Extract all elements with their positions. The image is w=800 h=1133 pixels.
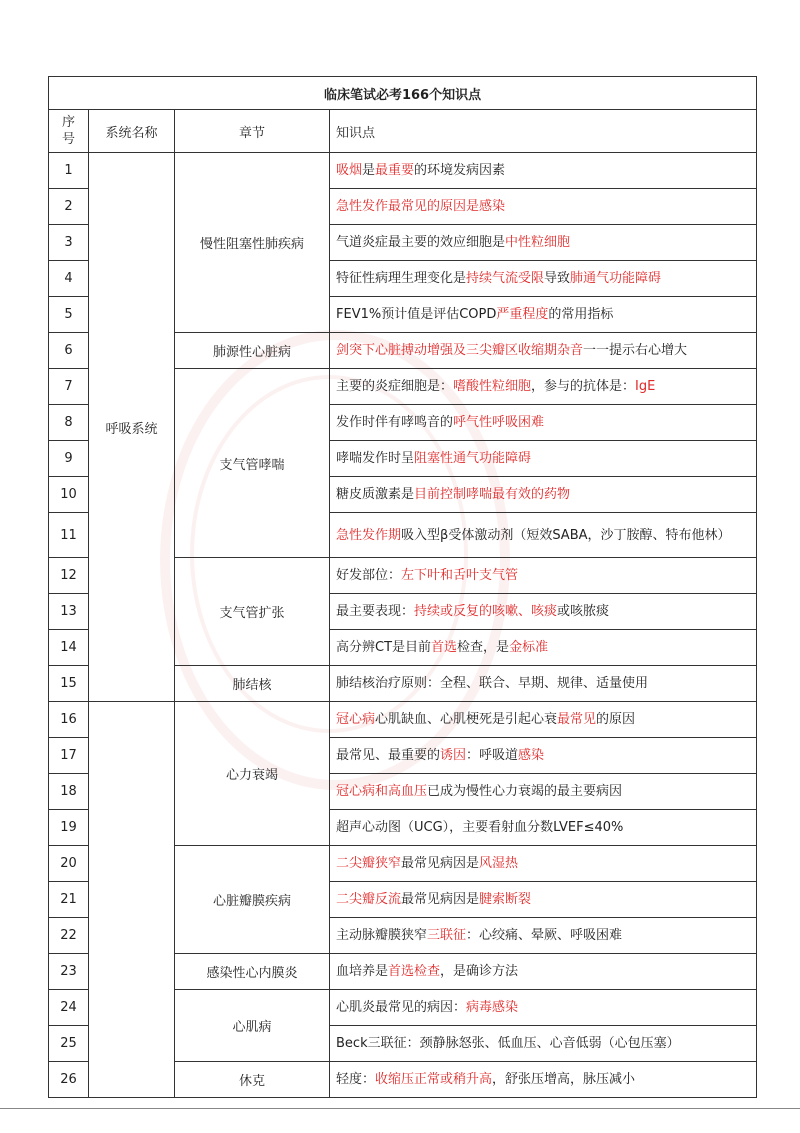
system-cell: 呼吸系统 [89,153,175,702]
highlight-text: 诱因 [440,748,467,763]
highlight-text: 感染 [518,748,545,763]
point-text: ，是确诊方法 [440,964,519,979]
point-text: 发作时伴有哮鸣音的 [336,415,454,430]
chapter-cell: 支气管哮喘 [175,369,330,558]
row-no [49,477,89,513]
point-text: 哮喘发作时呈 [336,451,415,466]
point-text: 或咳脓痰 [557,604,610,619]
point-cell [330,810,757,846]
row-number: 20 [60,856,77,871]
row-no [49,441,89,477]
row-no [49,702,89,738]
point-text: 特征性病理生理变化是 [336,271,467,286]
point-text: Beck三联征：颈静脉怒张、低血压、心音低弱（心包压塞） [336,1036,680,1051]
point-cell [330,882,757,918]
highlight-text: 急性发作期 [336,527,402,543]
row-number: 14 [60,640,77,655]
point-cell [330,369,757,405]
row-number: 11 [60,527,77,543]
point-cell [330,918,757,954]
highlight-text: 二尖瓣狭窄 [336,856,402,871]
row-no [49,225,89,261]
highlight-text: 首选 [431,640,458,655]
highlight-text: 持续或反复的咳嗽、咳痰 [414,604,558,619]
row-no [49,189,89,225]
highlight-text: 急性发作最常见的原因是感染 [336,199,506,214]
point-text: 心肌缺血、心肌梗死是引起心衰 [375,712,558,727]
highlight-text: 最重要 [375,163,415,178]
row-no [49,774,89,810]
row-number: 9 [64,451,73,466]
point-text: ：心绞痛、晕厥、呼吸困难 [466,928,623,943]
point-text: 超声心动图（UCG），主要看射血分数LVEF≤40% [336,820,624,835]
row-no [49,333,89,369]
point-text: 最主要表现： [336,604,415,619]
highlight-text: 吸烟 [336,163,363,178]
row-number: 13 [60,604,77,619]
row-number: 2 [64,199,73,214]
point-text: 最常见病因是 [401,856,480,871]
header-no-label: 序号 [61,115,75,147]
highlight-text: 二尖瓣反流 [336,892,402,907]
chapter-cell: 休克 [175,1062,330,1098]
table-body [49,153,757,1098]
point-text: 已成为慢性心力衰竭的最主要病因 [427,784,623,799]
highlight-text: 三联征 [427,928,467,943]
point-text: 主要的炎症细胞是： [336,379,454,394]
row-no [49,846,89,882]
point-cell [330,738,757,774]
highlight-text: 冠心病 [336,712,376,727]
point-text: 轻度： [336,1072,376,1087]
point-cell [330,153,757,189]
point-cell [330,954,757,990]
header-point: 知识点 [330,110,757,153]
chapter-cell: 肺结核 [175,666,330,702]
row-number: 16 [60,712,77,727]
row-number: 5 [64,307,73,322]
highlight-text: 病毒感染 [466,1000,519,1015]
point-text: 最常见病因是 [401,892,480,907]
highlight-text: 左下叶和舌叶支气管 [401,568,519,583]
highlight-text: 呼气性呼吸困难 [453,415,545,430]
point-text: 是 [362,163,376,178]
row-number: 18 [60,784,77,799]
row-no [49,990,89,1026]
row-no [49,738,89,774]
row-no [49,954,89,990]
row-number: 6 [64,343,73,358]
point-cell [330,846,757,882]
point-cell [330,441,757,477]
highlight-text: 风湿热 [479,856,519,871]
row-no [49,1026,89,1062]
point-text: 心肌炎最常见的病因： [336,1000,467,1015]
point-text: 血培养是 [336,964,389,979]
highlight-text: 剑突下心脏搏动增强及三尖瓣区收缩期杂音 [336,343,584,358]
header-no [49,110,89,153]
highlight-text: 冠心病和高血压 [336,784,428,799]
point-text: ，参与的抗体是： [531,379,636,394]
point-cell [330,630,757,666]
row-number: 24 [60,1000,77,1015]
point-text: 导致 [544,271,571,286]
highlight-text: 腱索断裂 [479,892,532,907]
point-text: 受体激动剂（短效SABA，沙丁胺醇、特布他林） [448,527,731,543]
highlight-text: 阻塞性通气功能障碍 [414,451,532,466]
point-cell [330,513,757,558]
point-cell [330,225,757,261]
point-cell [330,1062,757,1098]
row-number: 17 [60,748,77,763]
row-no [49,810,89,846]
point-cell [330,558,757,594]
highlight-text: 肺通气功能障碍 [570,271,662,286]
highlight-text: 持续气流受限 [466,271,545,286]
row-no [49,666,89,702]
point-cell [330,774,757,810]
table-header-row [49,110,757,153]
highlight-text: 目前控制哮喘最有效的药物 [414,487,571,502]
point-text: ：呼吸道 [466,748,519,763]
point-text: 好发部位： [336,568,402,583]
highlight-text: 首选检查 [388,964,441,979]
row-no [49,513,89,558]
highlight-text: 金标准 [509,640,549,655]
point-text: 的环境发病因素 [414,163,506,178]
point-text: 高分辨CT是目前 [336,640,432,655]
row-number: 12 [60,568,77,583]
row-no [49,369,89,405]
row-number: 23 [60,964,77,979]
row-no [49,297,89,333]
row-number: 10 [60,487,77,502]
row-no [49,882,89,918]
row-number: 25 [60,1036,77,1051]
header-system: 系统名称 [89,110,175,153]
chapter-cell: 心肌病 [175,990,330,1062]
chapter-cell: 心脏瓣膜疾病 [175,846,330,954]
point-cell [330,477,757,513]
point-cell [330,1026,757,1062]
chapter-cell: 肺源性心脏病 [175,333,330,369]
point-text: 气道炎症最主要的效应细胞是 [336,235,506,250]
highlight-text: 嗜酸性粒细胞 [453,379,532,394]
table-row [49,702,757,738]
table-title-row [49,77,757,110]
point-text: 一一提示右心增大 [583,343,688,358]
point-cell [330,702,757,738]
point-cell [330,333,757,369]
header-chapter: 章节 [175,110,330,153]
row-number: 8 [64,415,73,430]
row-no [49,558,89,594]
chapter-cell: 感染性心内膜炎 [175,954,330,990]
page-bottom-rule [0,1108,800,1109]
row-no [49,630,89,666]
row-number: 3 [64,235,73,250]
point-cell [330,261,757,297]
highlight-text: 收缩压正常或稍升高 [375,1072,493,1087]
chapter-cell: 心力衰竭 [175,702,330,846]
point-text: 的原因 [596,712,636,727]
knowledge-table [48,76,757,1098]
row-no [49,261,89,297]
point-cell [330,666,757,702]
point-text: 糖皮质激素是 [336,487,415,502]
point-cell [330,990,757,1026]
point-text: 主动脉瓣膜狭窄 [336,928,428,943]
point-text: 肺结核治疗原则：全程、联合、早期、规律、适量使用 [336,676,649,691]
row-number: 22 [60,928,77,943]
point-text: 最常见、最重要的 [336,748,441,763]
row-no [49,405,89,441]
row-number: 1 [64,163,73,178]
system-cell-empty [89,702,175,1098]
chapter-cell: 慢性阻塞性肺疾病 [175,153,330,333]
row-no [49,153,89,189]
row-number: 21 [60,892,77,907]
highlight-text: IgE [635,379,656,394]
row-number: 15 [60,676,77,691]
row-number: 26 [60,1072,77,1087]
point-text: ，舒张压增高，脉压减小 [492,1072,636,1087]
table-title: 临床笔试必考166个知识点 [49,77,757,110]
point-text: 检查，是 [457,640,510,655]
point-cell [330,297,757,333]
chapter-cell: 支气管扩张 [175,558,330,666]
point-text: 的常用指标 [548,307,614,322]
point-cell [330,189,757,225]
row-no [49,594,89,630]
point-cell [330,405,757,441]
highlight-text: 中性粒细胞 [505,235,571,250]
table-row [49,153,757,189]
row-no [49,918,89,954]
highlight-text: 最常见 [557,712,597,727]
row-number: 19 [60,820,77,835]
row-number: 4 [64,271,73,286]
point-text: 吸入型β [401,527,449,543]
row-no [49,1062,89,1098]
point-text: FEV1%预计值是评估COPD [336,307,497,322]
highlight-text: 严重程度 [496,307,549,322]
point-cell [330,594,757,630]
row-number: 7 [64,379,73,394]
